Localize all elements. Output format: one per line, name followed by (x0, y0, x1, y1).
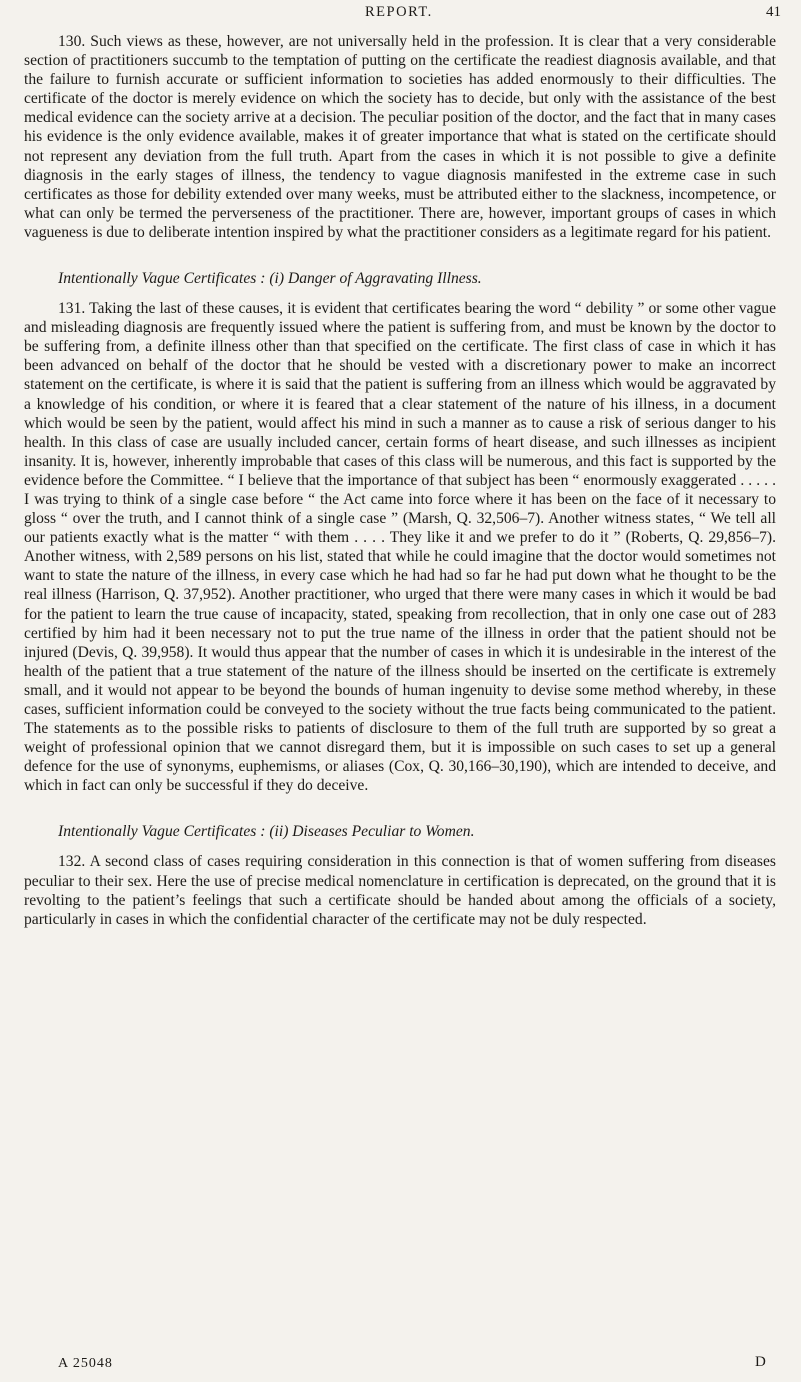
spacer (24, 242, 776, 269)
spacer (24, 795, 776, 822)
printer-code: A 25048 (58, 1356, 113, 1371)
running-head (0, 4, 801, 24)
paragraph-130: 130. Such views as these, however, are not universally held in the profession. It is clear that a very considerable section of practitioners succumb to the temptation of putting on the certificate the readiest diagnosis available, and that the failure to furnish accurate or sufficient information to societies has added enormously to their difficulties. The certificate of the doctor is merely evidence on which the society has to decide, but only with the assistance of the best medical evidence can the society arrive at a decision. The peculiar position of the doctor, and the fact that in many cases his evidence is the only evidence available, makes it of greater importance that what is stated on the certificate should not represent any deviation from the full truth. Apart from the cases in which it is not possible to give a definite diagnosis in the early stages of illness, the tendency to vague diagnosis manifested in the extreme case in such certificates as those for debility extended over many weeks, must be attributed either to the slackness, incompetence, or what can only be termed the perverseness of the practitioner. There are, however, important groups of cases in which vagueness is due to deliberate intention inspired by what the practitioner considers as a legitimate regard for his patient. (24, 33, 776, 241)
spacer (24, 841, 776, 852)
page-footer (0, 1356, 801, 1376)
running-title: REPORT. (365, 4, 433, 20)
report-body (24, 32, 776, 929)
signature-mark: D (755, 1354, 766, 1370)
section-heading-vague-certificates-aggravating-illness: Intentionally Vague Certificates : (i) Danger of Aggravating Illness. (58, 270, 482, 288)
page-number: 41 (766, 4, 781, 20)
paragraph-131: 131. Taking the last of these causes, it is evident that certificates bearing the word “ debility ” or some other vague and misleading diagnosis are frequently issued where the patient is suffering from, and must be known by the doctor to be suffering from, a definite illness other than that specified on the certificate. The first class of case in which it has been advanced on behalf of the doctor that he should be vested with a discretionary power to make an incorrect statement on the certificate, is where it is said that the patient is suffering from an illness which would be aggravated by a knowledge of his condition, or where it is feared that a clear statement of the nature of his illness, in a document which would be seen by the patient, would affect his mind in such a manner as to cause a risk of serious danger to his health. In this class of case are usually included cancer, certain forms of heart disease, and such illnesses as incipient insanity. It is, however, inherently improbable that cases of this class will be numerous, and this fact is supported by the evidence before the Committee. “ I believe that the importance of that subject has been “ enormously exaggerated . . . . . I was trying to think of a single case before “ the Act came into force where it has been on the face of it necessary to gloss “ over the truth, and I cannot think of a single case ” (Marsh, Q. 32,506–7). Another witness states, “ We tell all our patients exactly what is the matter “ with them . . . . They like it and we prefer to do it ” (Roberts, Q. 29,856–7). Another witness, with 2,589 persons on his list, stated that while he could imagine that the doctor would sometimes not want to state the nature of the illness, in every case which he had had so far he had put down what he thought to be the real illness (Harrison, Q. 37,952). Another practitioner, who urged that there were many cases in which it would be bad for the patient to learn the true cause of incapacity, stated, speaking from recollection, that in only one case out of 283 certified by him had it been necessary not to put the true name of the illness in order that the patient should not be injured (Devis, Q. 39,958). It would thus appear that the number of cases in which it is undesirable in the interest of the health of the patient that a true statement of the nature of the illness should be inserted on the certificate is extremely small, and it would not appear to be beyond the bounds of human ingenuity to devise some method whereby, in these cases, sufficient information could be conveyed to the society without the true facts being communicated to the patient. The statements as to the possible risks to patients of disclosure to them of the full truth are supported by so great a weight of professional opinion that we cannot disregard them, but it is impossible on such cases to set up a general defence for the use of synonyms, euphemisms, or aliases (Cox, Q. 30,166–30,190), which are intended to deceive, and which in fact can only be successful if they do deceive. (24, 300, 776, 795)
section-heading-vague-certificates-diseases-of-women: Intentionally Vague Certificates : (ii) Diseases Peculiar to Women. (58, 823, 475, 841)
paragraph-132: 132. A second class of cases requiring consideration in this connection is that of women suffering from diseases peculiar to their sex. Here the use of precise medical nomenclature in certification is deprecated, on the ground that it is revolting to the patient’s feelings that such a certificate should be handed about among the officials of a society, particularly in cases in which the confidential character of the certificate may not be duly respected. (24, 853, 776, 928)
spacer (24, 288, 776, 299)
